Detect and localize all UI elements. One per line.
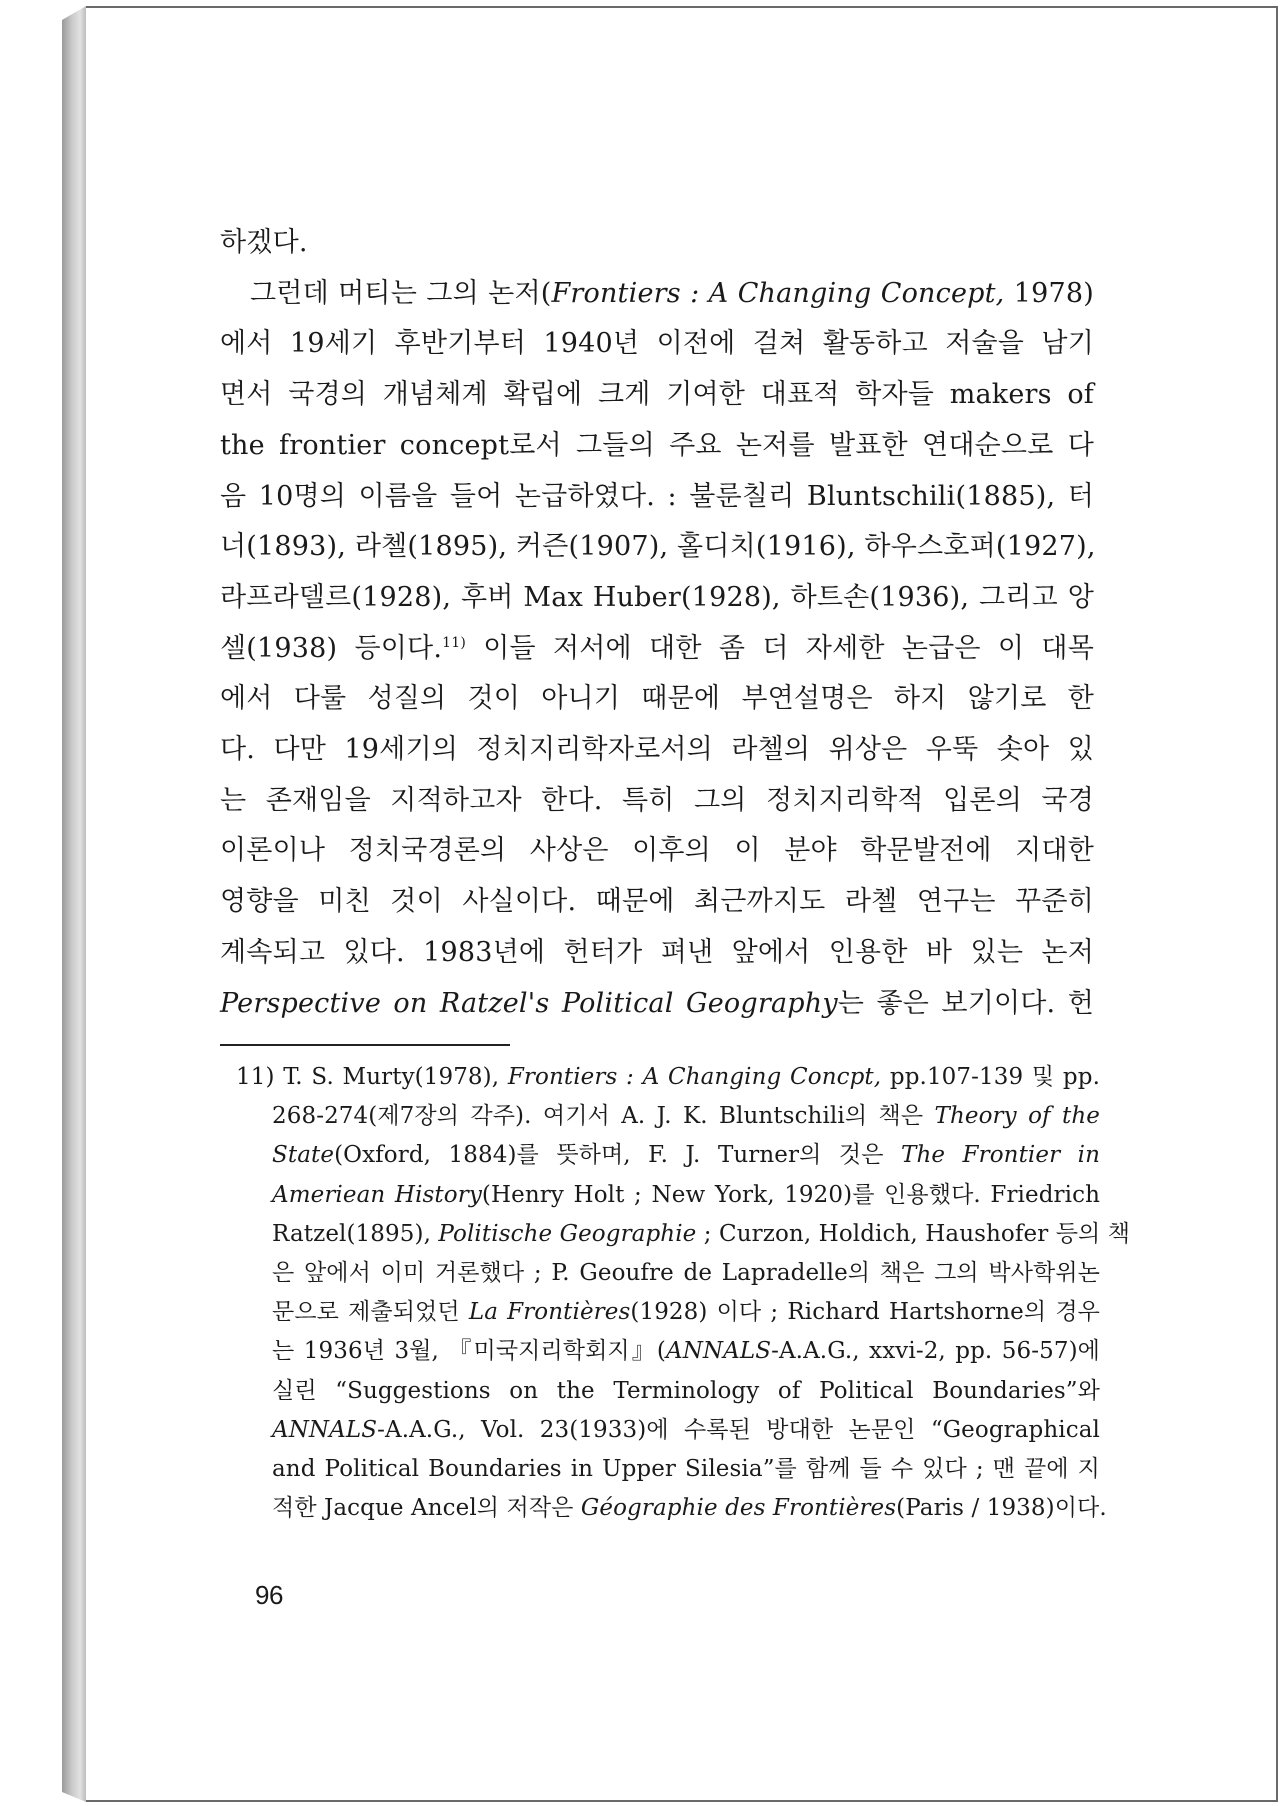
footnote-line: 는 1936년 3월, 『미국지리학회지』(ANNALS-A.A.G., xxvi-2, pp. 56-57)에: [272, 1338, 1100, 1365]
body-line: 면서 국경의 개념체계 확립에 크게 기여한 대표적 학자들 makers of: [220, 379, 1094, 411]
body-line: 음 10명의 이름을 들어 논급하였다. : 불룬칠리 Bluntschili(1885), 터: [220, 480, 1094, 512]
footnote-line: Ameriean History(Henry Holt ; New York, 1920)를 인용했다. Friedrich: [272, 1181, 1100, 1208]
body-line: 계속되고 있다. 1983년에 헌터가 펴낸 앞에서 인용한 바 있는 논저: [220, 936, 1094, 968]
footnote-line: Ratzel(1895), Politische Geographie ; Curzon, Holdich, Haushofer 등의 책: [272, 1220, 1131, 1247]
book-spine-edge: [62, 6, 86, 1802]
footnote-reference: 11): [442, 634, 466, 651]
page-number: 96: [255, 1580, 283, 1610]
body-line: 너(1893), 라첼(1895), 커즌(1907), 홀디치(1916), 하우스호퍼(1927),: [220, 531, 1096, 563]
footnote-divider: [220, 1044, 510, 1046]
body-line: 에서 19세기 후반기부터 1940년 이전에 걸쳐 활동하고 저술을 남기: [220, 328, 1094, 360]
body-line: 그런데 머티는 그의 논저(Frontiers : A Changing Concept, 1978): [250, 277, 1094, 309]
footnote-line: State(Oxford, 1884)를 뜻하며, F. J. Turner의 것은 The Frontier in: [272, 1142, 1101, 1169]
body-line: 셀(1938) 등이다.$^{11)}$ 이들 저서에 대한 좀 더 자세한 논급은 이 대목: [220, 632, 1094, 664]
body-line: Perspective on Ratzel's Political Geography는 좋은 보기이다. 헌: [220, 987, 1094, 1019]
body-line: 라프라델르(1928), 후버 Max Huber(1928), 하트손(1936), 그리고 앙: [220, 581, 1094, 613]
footnote-line: 268-274(제7장의 각주). 여기서 A. J. K. Bluntschili의 책은 Theory of the: [272, 1103, 1100, 1130]
body-line: the frontier concept로서 그들의 주요 논저를 발표한 연대순으로 다: [220, 429, 1094, 461]
body-line: 이론이나 정치국경론의 사상은 이후의 이 분야 학문발전에 지대한: [220, 835, 1094, 867]
body-line: 하겠다.: [220, 227, 308, 258]
footnote-line: ANNALS-A.A.G., Vol. 23(1933)에 수록된 방대한 논문인 “Geographical: [272, 1416, 1100, 1443]
citation-title: Frontiers : A Changing Concept,: [551, 277, 1005, 309]
footnote-line: 문으로 제출되었던 La Frontières(1928) 이다 ; Richard Hartshorne의 경우: [272, 1299, 1100, 1326]
body-line: 다. 다만 19세기의 정치지리학자로서의 라첼의 위상은 우뚝 솟아 있: [220, 734, 1094, 766]
footnote-number: 11): [236, 1064, 275, 1090]
body-line: 는 존재임을 지적하고자 한다. 특히 그의 정치지리학적 입론의 국경: [220, 784, 1094, 816]
footnote-line: and Political Boundaries in Upper Silesia”를 함께 들 수 있다 ; 맨 끝에 지: [272, 1456, 1100, 1483]
citation-title: Perspective on Ratzel's Political Geography: [220, 987, 838, 1019]
body-line: 에서 다룰 성질의 것이 아니기 때문에 부연설명은 하지 않기로 한: [220, 683, 1094, 715]
footnote-line: 11) T. S. Murty(1978), Frontiers : A Changing Concpt, pp.107-139 및 pp.: [236, 1064, 1100, 1090]
footnote-line: 은 앞에서 이미 거론했다 ; P. Geoufre de Lapradelle의 책은 그의 박사학위논: [272, 1260, 1100, 1287]
body-line: 영향을 미친 것이 사실이다. 때문에 최근까지도 라첼 연구는 꾸준히: [220, 886, 1094, 918]
body-text: [220, 218, 1094, 1029]
footnote-line: 실린 “Suggestions on the Terminology of Political Boundaries”와: [272, 1377, 1100, 1404]
footnote: [236, 1058, 1131, 1528]
footnote-line: 적한 Jacque Ancel의 저작은 Géographie des Frontières(Paris / 1938)이다.: [272, 1495, 1107, 1522]
